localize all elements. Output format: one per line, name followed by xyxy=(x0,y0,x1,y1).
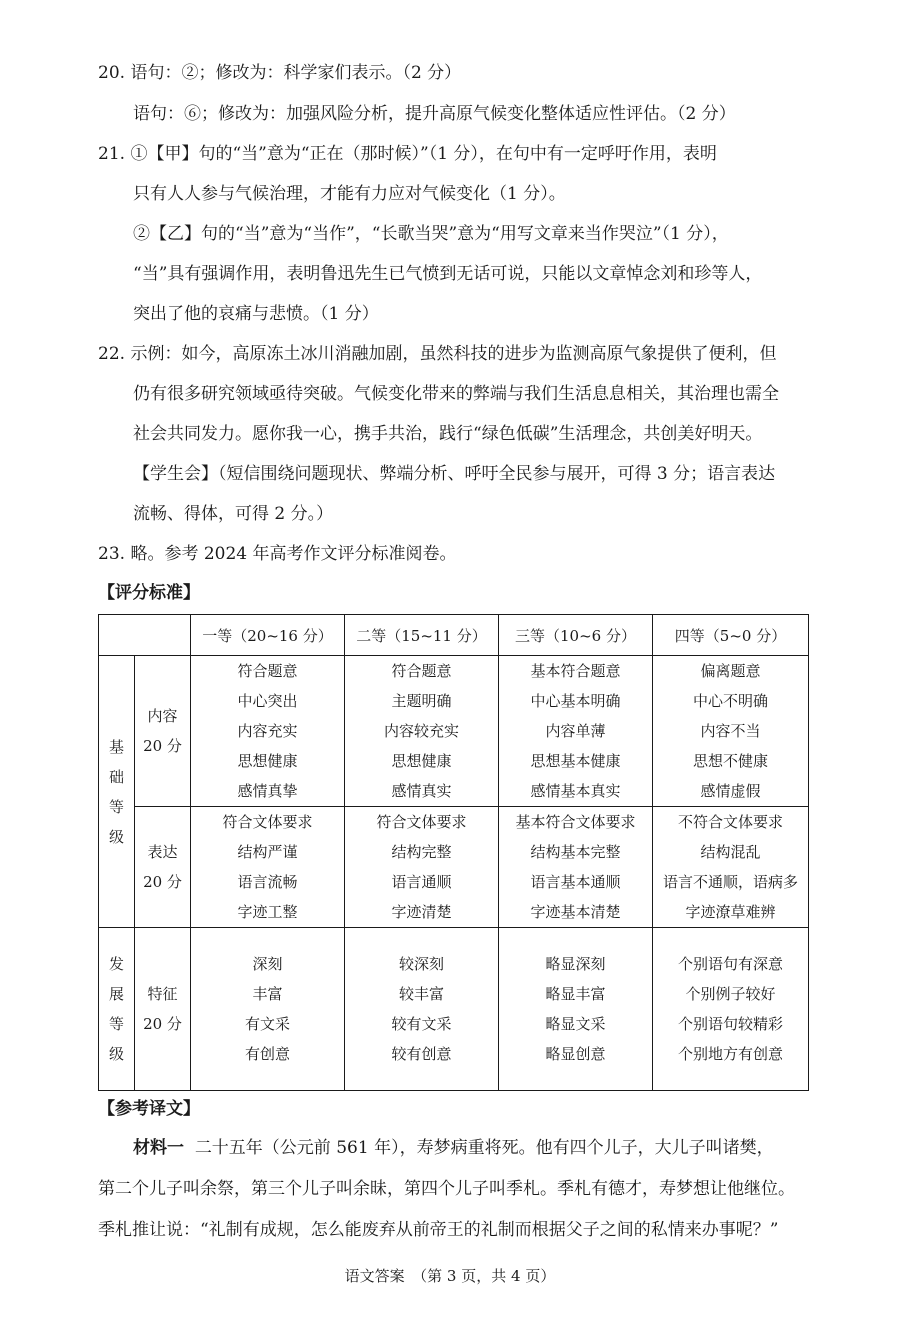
criterion: 内容不当 xyxy=(700,722,761,740)
expression-grade-1 xyxy=(191,807,345,928)
criterion: 偏离题意 xyxy=(700,662,761,680)
criterion: 符合题意 xyxy=(391,662,452,680)
basic-level-char: 基 xyxy=(108,737,124,756)
rubric-expression-row xyxy=(99,807,809,928)
criterion: 字迹基本清楚 xyxy=(530,903,621,921)
q20-line-1: 20. 语句：②；修改为：科学家们表示。（2 分） xyxy=(98,63,462,83)
q22-line-2: 仍有很多研究领域亟待突破。气候变化带来的弊端与我们生活息息相关，其治理也需全 xyxy=(133,384,779,404)
expression-grade-2 xyxy=(345,807,499,928)
development-level-char: 展 xyxy=(108,985,124,1003)
criterion: 较有文采 xyxy=(391,1015,452,1033)
basic-level-char: 础 xyxy=(108,767,124,786)
grade-1-header: 一等（20~16 分） xyxy=(191,615,345,656)
q21-line-1: 21. ①【甲】句的“当”意为“正在（那时候）”（1 分），在句中有一定呼吁作用，表明 xyxy=(98,144,717,164)
criterion: 内容较充实 xyxy=(383,722,459,740)
criterion: 中心不明确 xyxy=(692,692,768,710)
q22-line-4: 【学生会】（短信围绕问题现状、弊端分析、呼吁全民参与展开，可得 3 分；语言表达 xyxy=(133,464,776,484)
expression-grade-4 xyxy=(653,807,809,928)
translation-line-2: 第二个儿子叫余祭，第三个儿子叫余昧，第四个儿子叫季札。季札有德才，寿梦想让他继位。 xyxy=(98,1179,795,1199)
q21-line-4: “当”具有强调作用，表明鲁迅先生已气愤到无话可说，只能以文章悼念刘和珍等人， xyxy=(133,264,763,284)
criterion: 个别语句有深意 xyxy=(677,955,783,973)
content-grade-4 xyxy=(653,656,809,807)
development-level-char: 发 xyxy=(108,955,124,973)
rubric-table xyxy=(98,614,809,1091)
translation-heading: 【参考译文】 xyxy=(98,1099,200,1119)
basic-level-char: 级 xyxy=(108,827,124,846)
criterion: 内容单薄 xyxy=(545,722,606,740)
q21-line-5: 突出了他的哀痛与悲愤。（1 分） xyxy=(133,304,379,324)
criterion: 主题明确 xyxy=(391,692,452,710)
rubric-content-row xyxy=(99,656,809,807)
content-grade-3 xyxy=(499,656,653,807)
criterion: 感情真挚 xyxy=(237,782,298,800)
criterion: 个别地方有创意 xyxy=(677,1045,783,1063)
development-level-label xyxy=(99,928,135,1091)
content-grade-1 xyxy=(191,656,345,807)
criterion: 结构混乱 xyxy=(700,843,761,861)
q21-line-3: ②【乙】句的“当”意为“当作”，“长歌当哭”意为“用写文章来当作哭泣”（1 分）， xyxy=(133,224,729,244)
criterion: 语言不通顺，语病多 xyxy=(662,873,798,891)
feature-label-text: 特征 xyxy=(147,985,178,1003)
criterion: 感情基本真实 xyxy=(530,782,621,800)
q20-line-2: 语句：⑥；修改为：加强风险分析，提升高原气候变化整体适应性评估。（2 分） xyxy=(133,104,736,124)
criterion: 字迹清楚 xyxy=(391,903,452,921)
criterion: 丰富 xyxy=(252,985,283,1003)
criterion: 思想基本健康 xyxy=(530,752,621,770)
criterion: 较有创意 xyxy=(391,1045,452,1063)
criterion: 基本符合题意 xyxy=(530,662,621,680)
material-label: 材料一 xyxy=(133,1138,184,1158)
criterion: 符合文体要求 xyxy=(376,813,467,831)
feature-grade-2 xyxy=(345,928,499,1091)
content-label xyxy=(135,656,191,807)
development-level-char: 等 xyxy=(108,1015,124,1033)
criterion: 基本符合文体要求 xyxy=(515,813,636,831)
criterion: 结构严谨 xyxy=(237,843,298,861)
rubric-feature-row xyxy=(99,928,809,1091)
translation-line-1 xyxy=(133,1136,774,1160)
content-label-score: 20 分 xyxy=(143,737,182,755)
criterion: 字迹潦草难辨 xyxy=(685,903,776,921)
feature-label-score: 20 分 xyxy=(143,1015,182,1033)
expression-grade-3 xyxy=(499,807,653,928)
page-footer: 语文答案 （第 3 页，共 4 页） xyxy=(344,1267,556,1285)
q22-line-3: 社会共同发力。愿你我一心，携手共治，践行“绿色低碳”生活理念，共创美好明天。 xyxy=(133,424,763,444)
grade-3-header: 三等（10~6 分） xyxy=(499,615,653,656)
criterion: 略显文采 xyxy=(545,1015,606,1033)
criterion: 语言基本通顺 xyxy=(530,873,621,891)
q22-line-5: 流畅、得体，可得 2 分。） xyxy=(133,504,334,524)
criterion: 略显深刻 xyxy=(545,955,606,973)
criterion: 字迹工整 xyxy=(237,903,298,921)
q22-line-1: 22. 示例：如今，高原冻土冰川消融加剧，虽然科技的进步为监测高原气象提供了便利，但 xyxy=(98,344,777,364)
development-level-char: 级 xyxy=(108,1045,124,1063)
criterion: 深刻 xyxy=(252,955,283,973)
criterion: 个别例子较好 xyxy=(685,985,776,1003)
grade-2-header: 二等（15~11 分） xyxy=(345,615,499,656)
criterion: 略显创意 xyxy=(545,1045,606,1063)
criterion: 感情虚假 xyxy=(700,782,761,800)
criterion: 有文采 xyxy=(244,1015,290,1033)
criterion: 较丰富 xyxy=(398,985,444,1003)
expression-label-text: 表达 xyxy=(147,843,178,861)
criterion: 结构基本完整 xyxy=(530,843,621,861)
basic-level-label xyxy=(99,656,135,928)
criterion: 思想健康 xyxy=(237,752,298,770)
feature-grade-1 xyxy=(191,928,345,1091)
criterion: 语言流畅 xyxy=(237,873,298,891)
criterion: 不符合文体要求 xyxy=(677,813,783,831)
criterion: 略显丰富 xyxy=(545,985,606,1003)
criterion: 较深刻 xyxy=(398,955,444,973)
criterion: 符合题意 xyxy=(237,662,298,680)
criterion: 内容充实 xyxy=(237,722,298,740)
rubric-corner-cell xyxy=(99,615,191,656)
criterion: 结构完整 xyxy=(391,843,452,861)
criterion: 思想不健康 xyxy=(692,752,768,770)
criterion: 个别语句较精彩 xyxy=(677,1015,783,1033)
translation-line-1-text: 二十五年（公元前 561 年），寿梦病重将死。他有四个儿子，大儿子叫诸樊， xyxy=(194,1138,774,1158)
feature-grade-4 xyxy=(653,928,809,1091)
basic-level-char: 等 xyxy=(108,797,124,816)
criterion: 思想健康 xyxy=(391,752,452,770)
q21-line-2: 只有人人参与气候治理，才能有力应对气候变化（1 分）。 xyxy=(133,184,566,204)
expression-label-score: 20 分 xyxy=(143,873,182,891)
rubric-header-row xyxy=(99,615,809,656)
feature-grade-3 xyxy=(499,928,653,1091)
criterion: 中心基本明确 xyxy=(530,692,621,710)
translation-line-3: 季札推让说：“礼制有成规，怎么能废弃从前帝王的礼制而根据父子之间的私情来办事呢？” xyxy=(98,1220,779,1240)
rubric-heading: 【评分标准】 xyxy=(98,583,200,603)
criterion: 有创意 xyxy=(244,1045,290,1063)
q23-line-1: 23. 略。参考 2024 年高考作文评分标准阅卷。 xyxy=(98,544,457,564)
criterion: 语言通顺 xyxy=(391,873,452,891)
content-grade-2 xyxy=(345,656,499,807)
criterion: 中心突出 xyxy=(237,692,298,710)
criterion: 感情真实 xyxy=(391,782,452,800)
expression-label xyxy=(135,807,191,928)
feature-label xyxy=(135,928,191,1091)
criterion: 符合文体要求 xyxy=(222,813,313,831)
content-label-text: 内容 xyxy=(147,707,178,725)
grade-4-header: 四等（5~0 分） xyxy=(653,615,809,656)
